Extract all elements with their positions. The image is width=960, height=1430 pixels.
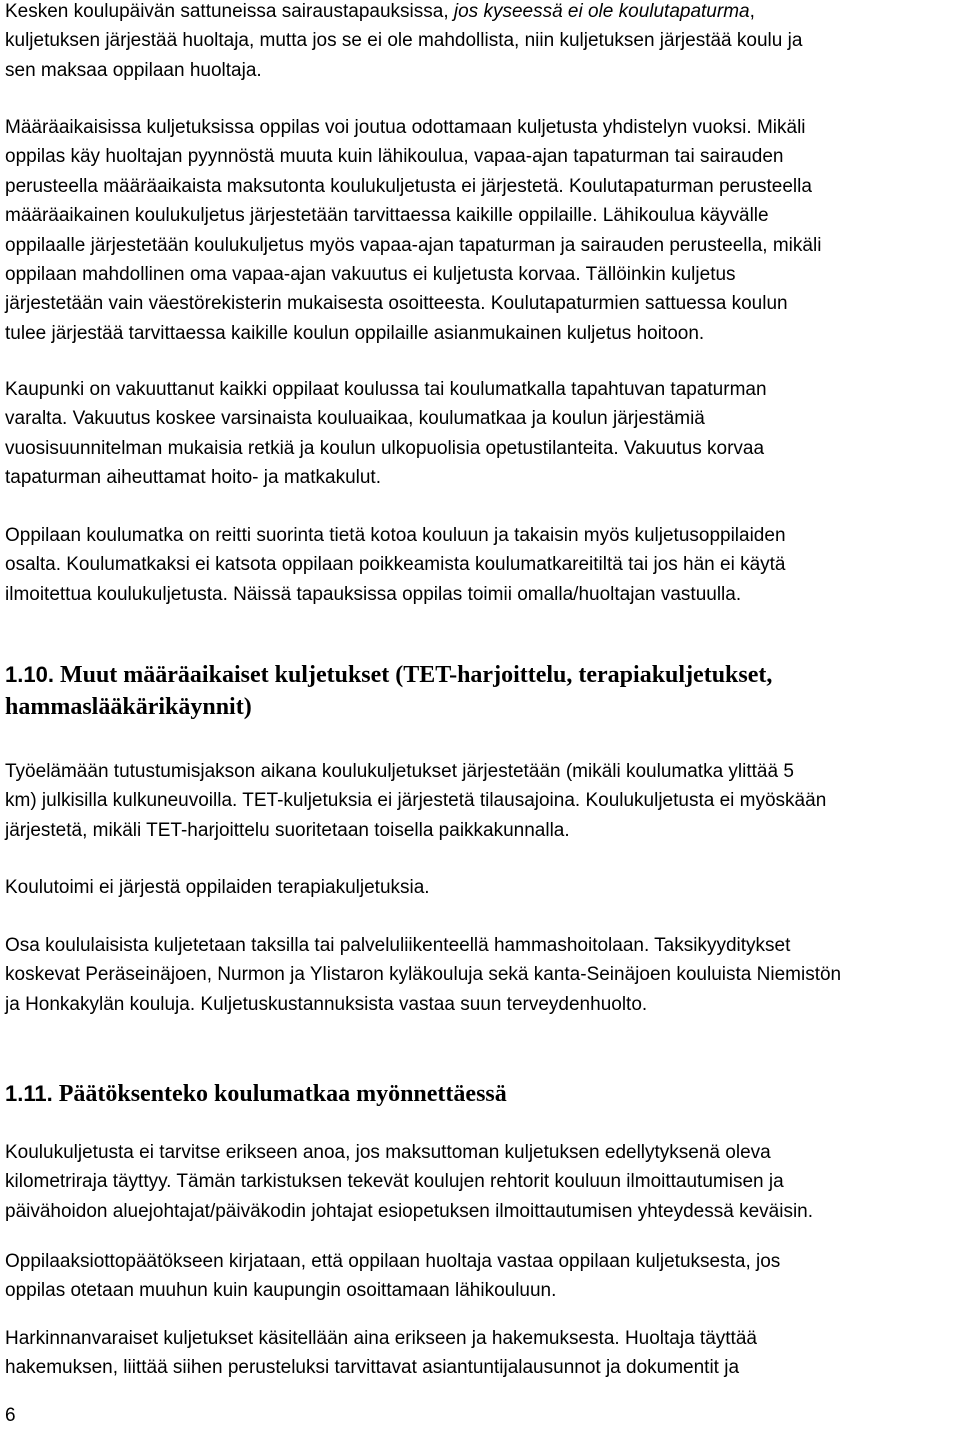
heading-line: [5, 1077, 955, 1110]
text-line: tapaturman aiheuttamat hoito- ja matkakulut.: [5, 467, 381, 489]
text-line: Määräaikaisissa kuljetuksissa oppilas voi joutua odottamaan kuljetusta yhdistelyn vuoksi. Mikäli: [5, 117, 806, 138]
text-line: sen maksaa oppilaan huoltaja.: [5, 59, 262, 81]
text-line: koskevat Peräseinäjoen, Nurmon ja Ylistaron kyläkouluja sekä kanta-Seinäjoen kouluista Niemistön: [5, 964, 842, 986]
text-line: hakemuksen, liittää siihen perusteluksi tarvittavat asiantuntijalausunnot ja dokumentit ja: [5, 1357, 740, 1379]
section-number: 1.10.: [5, 662, 54, 687]
paragraph-admission-decision: [5, 1247, 955, 1306]
text-line: perusteella määräaikaista maksutonta koulukuljetusta ei järjestetä. Koulutapaturman perusteella: [5, 175, 812, 197]
text-line: oppilaalle järjestetään koulukuljetus myös vapaa-ajan tapaturman ja sairauden perusteella, mikäli: [5, 234, 822, 256]
text-line: Osa koululaisista kuljetetaan taksilla tai palveluliikenteellä hammashoitolaan. Taksikyyditykset: [5, 935, 791, 956]
text-line: oppilaan mahdollinen oma vapaa-ajan vakuutus ei kuljetusta korvaa. Tällöinkin kuljetus: [5, 263, 736, 285]
text-line: kuljetuksen järjestää huoltaja, mutta jos se ei ole mahdollista, niin kuljetuksen järjestää koulu ja: [5, 30, 803, 52]
paragraph-tet-transport: [5, 757, 955, 845]
text-line: oppilas käy huoltajan pyynnöstä muuta kuin lähikoulua, vapaa-ajan tapaturman tai sairauden: [5, 146, 784, 168]
text-line: osalta. Koulumatkaksi ei katsota oppilaan poikkeamista koulumatkareitiltä tai jos hän ei käytä: [5, 554, 786, 576]
text-line: Oppilaaksiottopäätökseen kirjataan, että oppilaan huoltaja vastaa oppilaan kuljetuksesta, jos: [5, 1251, 781, 1272]
text-line: määräaikainen koulukuljetus järjestetään tarvittaessa kaikille oppilaille. Lähikoulua käyvälle: [5, 205, 769, 227]
text-line: Koulutoimi ei järjestä oppilaiden terapiakuljetuksia.: [5, 877, 430, 898]
text-line: oppilas otetaan muuhun kuin kaupungin osoittamaan lähikouluun.: [5, 1280, 557, 1302]
text-line: vuosisuunnitelman mukaisia retkiä ja koulun ulkopuolisia opetustilanteita. Vakuutus korvaa: [5, 437, 765, 459]
paragraph-application-not-required: [5, 1138, 955, 1226]
text-line: järjestetään vain väestörekisterin mukaisesta osoitteesta. Koulutapaturmien sattuessa koulun: [5, 293, 788, 315]
section-title: Päätöksenteko koulumatkaa myönnettäessä: [58, 1081, 507, 1107]
text-line: Kaupunki on vakuuttanut kaikki oppilaat koulussa tai koulumatkalla tapahtuvan tapaturman: [5, 379, 767, 400]
paragraph-discretionary-transport: [5, 1324, 955, 1383]
section-heading-1-10: [5, 658, 955, 724]
text-line: ilmoitettua koulukuljetusta. Näissä tapauksissa oppilas toimii omalla/huoltajan vastuulla.: [5, 583, 742, 605]
text-line: [5, 0, 955, 26]
paragraph-temporary-transport: [5, 113, 955, 348]
paragraph-school-route: [5, 521, 955, 609]
text-line: km) julkisilla kulkuneuvoilla. TET-kuljetuksia ei järjestetä tilausajoina. Koulukuljetusta ei myöskään: [5, 790, 827, 812]
paragraph-dental-transport: [5, 931, 955, 1019]
section-heading-1-11: [5, 1077, 955, 1110]
page-number: 6: [5, 1405, 16, 1426]
section-number: 1.11.: [5, 1081, 53, 1106]
text-line: tulee järjestää tarvittaessa kaikille koulun oppilaille asianmukainen kuljetus hoitoon.: [5, 322, 705, 344]
emphasized-text: jos kyseessä ei ole koulutapaturma: [453, 1, 750, 22]
text-span: Kesken koulupäivän sattuneissa sairaustapauksissa,: [5, 1, 454, 22]
text-line: järjestetä, mikäli TET-harjoittelu suoritetaan toisella paikkakunnalla.: [5, 819, 570, 841]
heading-line: [5, 658, 955, 691]
text-span: ,: [749, 1, 755, 22]
text-line: varalta. Vakuutus koskee varsinaista kouluaikaa, koulumatkaa ja koulun järjestämiä: [5, 408, 705, 430]
text-line: Koulukuljetusta ei tarvitse erikseen anoa, jos maksuttoman kuljetuksen edellytyksenä oleva: [5, 1142, 771, 1163]
section-title: Muut määräaikaiset kuljetukset (TET-harjoittelu, terapiakuljetukset,: [59, 662, 773, 688]
text-line: ja Honkakylän kouluja. Kuljetuskustannuksista vastaa suun terveydenhuolto.: [5, 993, 648, 1015]
paragraph-illness-during-school-day: [5, 0, 955, 85]
paragraph-therapy-transport: [5, 873, 955, 902]
text-line: päivähoidon aluejohtajat/päiväkodin johtajat esiopetuksen ilmoittautumisen yhteydessä keväisin.: [5, 1200, 814, 1222]
text-line: Työelämään tutustumisjakson aikana koulukuljetukset järjestetään (mikäli koulumatka ylittää 5: [5, 761, 794, 782]
text-line: Harkinnanvaraiset kuljetukset käsitellään aina erikseen ja hakemuksesta. Huoltaja täyttää: [5, 1328, 757, 1349]
paragraph-insurance: [5, 375, 955, 493]
text-line: kilometriraja täyttyy. Tämän tarkistuksen tekevät koulujen rehtorit kouluun ilmoittautumisen ja: [5, 1171, 784, 1193]
text-line: Oppilaan koulumatka on reitti suorinta tietä kotoa kouluun ja takaisin myös kuljetusoppilaiden: [5, 525, 786, 546]
heading-line: hammaslääkärikäynnit): [5, 694, 252, 720]
